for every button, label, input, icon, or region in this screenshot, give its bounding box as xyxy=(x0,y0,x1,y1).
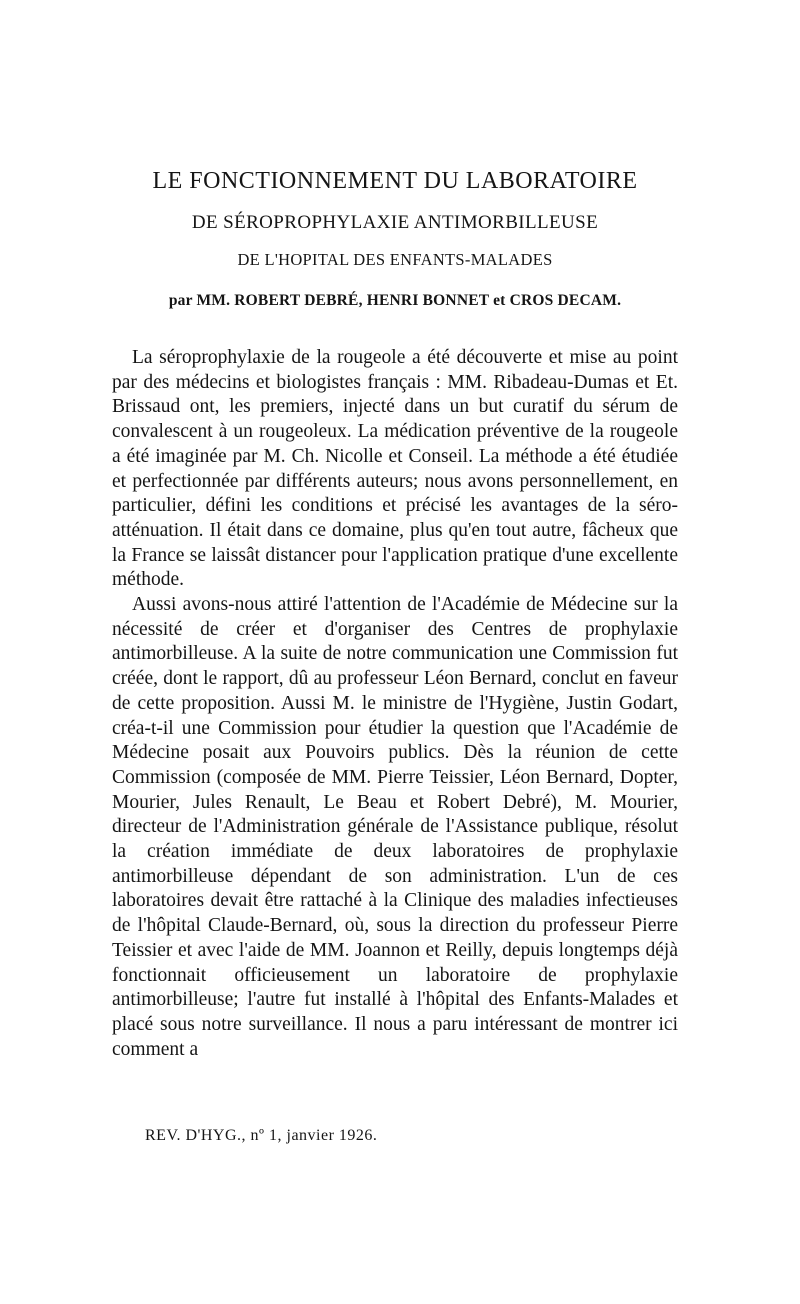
article-title: LE FONCTIONNEMENT DU LABORATOIRE xyxy=(152,168,638,194)
article-subtitle: DE SÉROPROPHYLAXIE ANTIMORBILLEUSE xyxy=(191,212,599,233)
paragraph-2: Aussi avons-nous attiré l'attention de l'Académie de Médecine sur la nécessité de créer et d'organiser des Centres de prophylaxie antimorbilleuse. A la suite de notre communication une Commission fut créée, dont le rapport, dû au professeur Léon Bernard, conclut en faveur de cette proposition. Aussi M. le ministre de l'Hygiène, Justin Godart, créa-t-il une Commission pour étudier la question que l'Académie de Médecine posait aux Pouvoirs publics. Dès la réunion de cette Commission (composée de MM. Pierre Teissier, Léon Bernard, Dopter, Mourier, Jules Renault, Le Beau et Robert Debré), M. Mourier, directeur de l'Administration générale de l'Assistance publique, résolut la création immédiate de deux laboratoires de prophylaxie antimorbilleuse dépendant de son administration. L'un de ces laboratoires devait être rattaché à la Clinique des maladies infectieuses de l'hôpital Claude-Bernard, où, sous la direction du professeur Pierre Teissier et avec l'aide de MM. Joannon et Reilly, depuis longtemps déjà fonctionnait officieusement un laboratoire de prophylaxie antimorbilleuse; l'autre fut installé à l'hôpital des Enfants-Malades et placé sous notre surveillance. Il nous a paru intéressant de montrer ici comment a xyxy=(112,594,678,1060)
paragraph-1: La séroprophylaxie de la rougeole a été découverte et mise au point par des médecins et biologistes français : MM. Ribadeau-Dumas et Et. Brissaud ont, les premiers, injecté dans un but curatif du sérum de convalescent à un rougeoleux. La médication préventive de la rougeole a été imaginée par M. Ch. Nicolle et Conseil. La méthode a été étudiée et perfectionnée par différents auteurs; nous avons personnellement, en particulier, défini les conditions et précisé les avantages de la séro-atténuation. Il était dans ce domaine, plus qu'en tout autre, fâcheux que la France se laissât distancer pour l'application pratique d'une excellente méthode. xyxy=(112,347,678,591)
article-body xyxy=(112,346,678,1062)
article-subtitle-hospital: DE L'HOPITAL DES ENFANTS-MALADES xyxy=(237,250,553,269)
journal-footer: REV. D'HYG., nº 1, janvier 1926. xyxy=(145,1127,378,1144)
authors-byline: par MM. ROBERT DEBRÉ, HENRI BONNET et CROS DECAM. xyxy=(168,292,622,309)
